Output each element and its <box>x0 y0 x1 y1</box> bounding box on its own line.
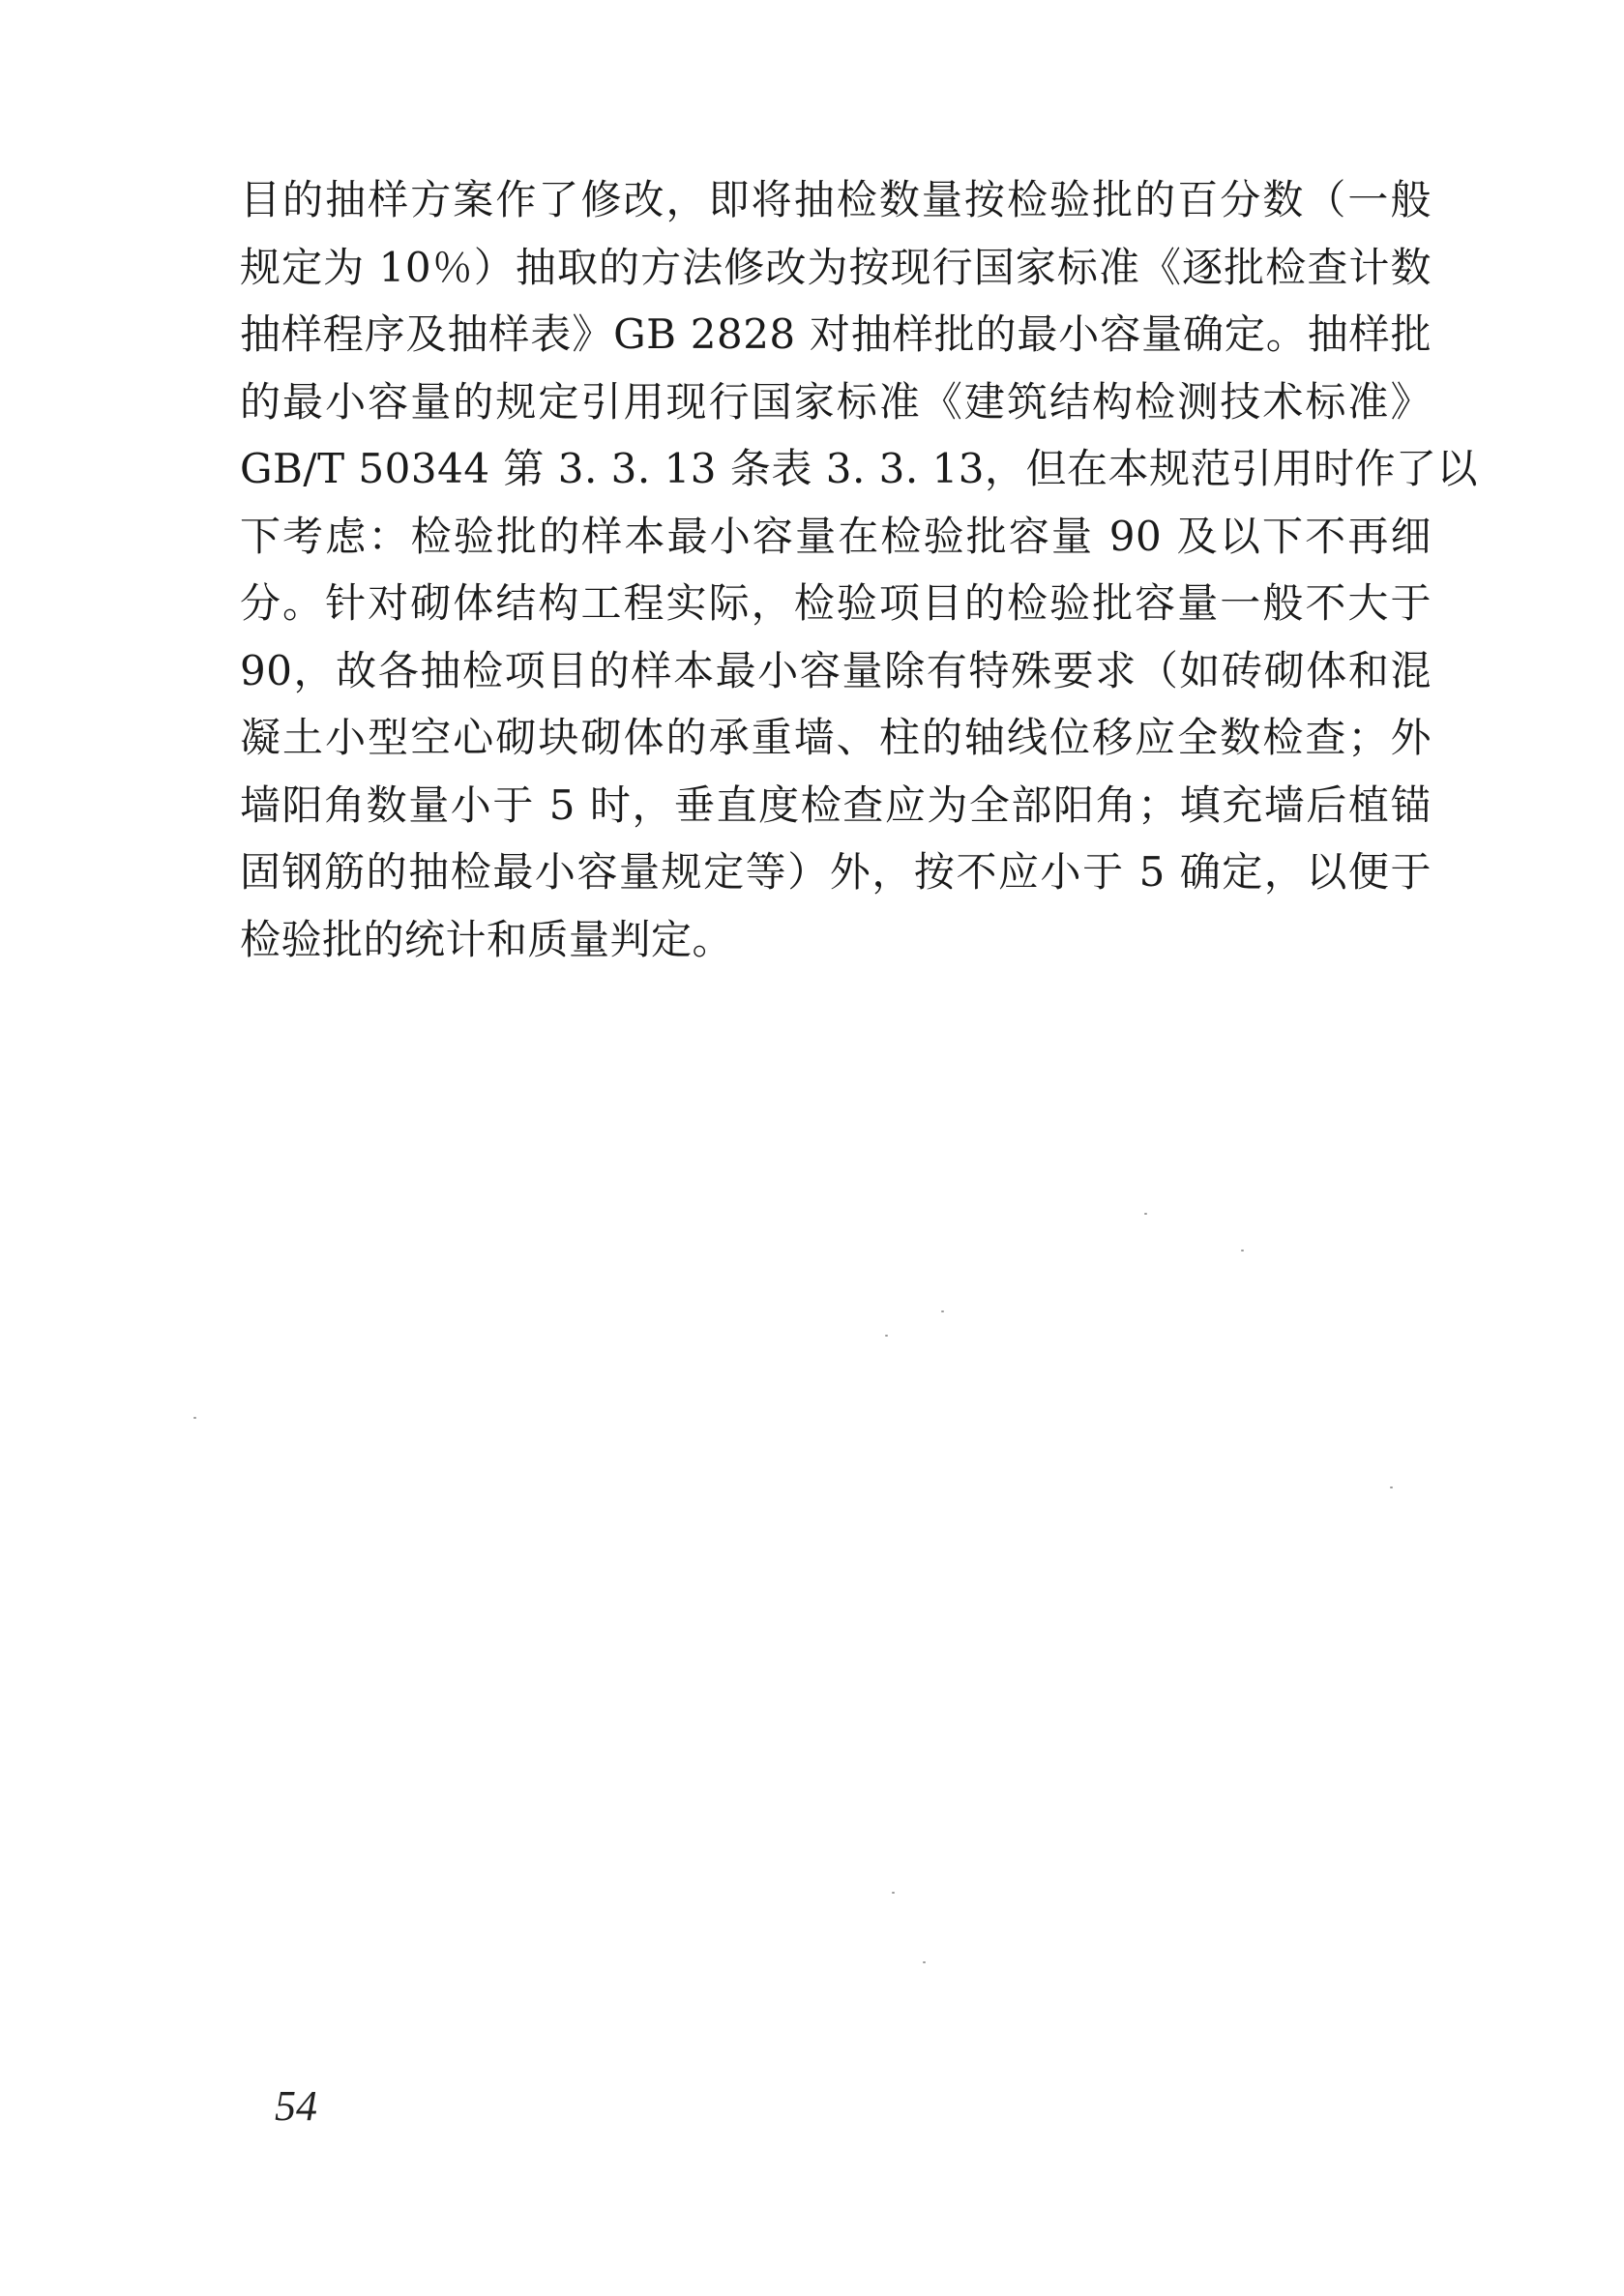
text-line: 目的抽样方案作了修改，即将抽检数量按检验批的百分数（一般 <box>240 176 1432 223</box>
text-line: 90，故各抽检项目的样本最小容量除有特殊要求（如砖砌体和混 <box>240 646 1432 694</box>
scan-speck <box>1241 1250 1244 1251</box>
text-line: 分。针对砌体结构工程实际，检验项目的检验批容量一般不大于 <box>240 579 1432 627</box>
scan-speck <box>885 1335 888 1337</box>
scan-speck <box>1390 1487 1393 1488</box>
scan-speck <box>1144 1213 1147 1215</box>
scan-speck <box>923 1961 926 1963</box>
text-line: 凝土小型空心砌块砌体的承重墙、柱的轴线位移应全数检查；外 <box>240 714 1432 761</box>
text-line: 固钢筋的抽检最小容量规定等）外，按不应小于 5 确定，以便于 <box>240 848 1432 896</box>
scan-speck <box>193 1417 196 1419</box>
text-line: 抽样程序及抽样表》GB 2828 对抽样批的最小容量确定。抽样批 <box>240 310 1432 358</box>
text-line: 的最小容量的规定引用现行国家标准《建筑结构检测技术标准》 <box>240 377 1432 426</box>
text-line: 规定为 10％）抽取的方法修改为按现行国家标准《逐批检查计数 <box>240 243 1432 291</box>
text-line: 检验批的统计和质量判定。 <box>240 915 734 963</box>
scan-speck <box>892 1892 895 1894</box>
text-line: GB/T 50344 第 3. 3. 13 条表 3. 3. 13，但在本规范引用时作了以 <box>240 445 1479 492</box>
text-line: 下考虑：检验批的样本最小容量在检验批容量 90 及以下不再细 <box>240 512 1432 560</box>
body-paragraph <box>240 166 1479 973</box>
page-number: 54 <box>275 2082 317 2130</box>
scan-speck <box>941 1310 944 1312</box>
text-line: 墙阳角数量小于 5 时，垂直度检查应为全部阳角；填充墙后植锚 <box>240 780 1432 829</box>
